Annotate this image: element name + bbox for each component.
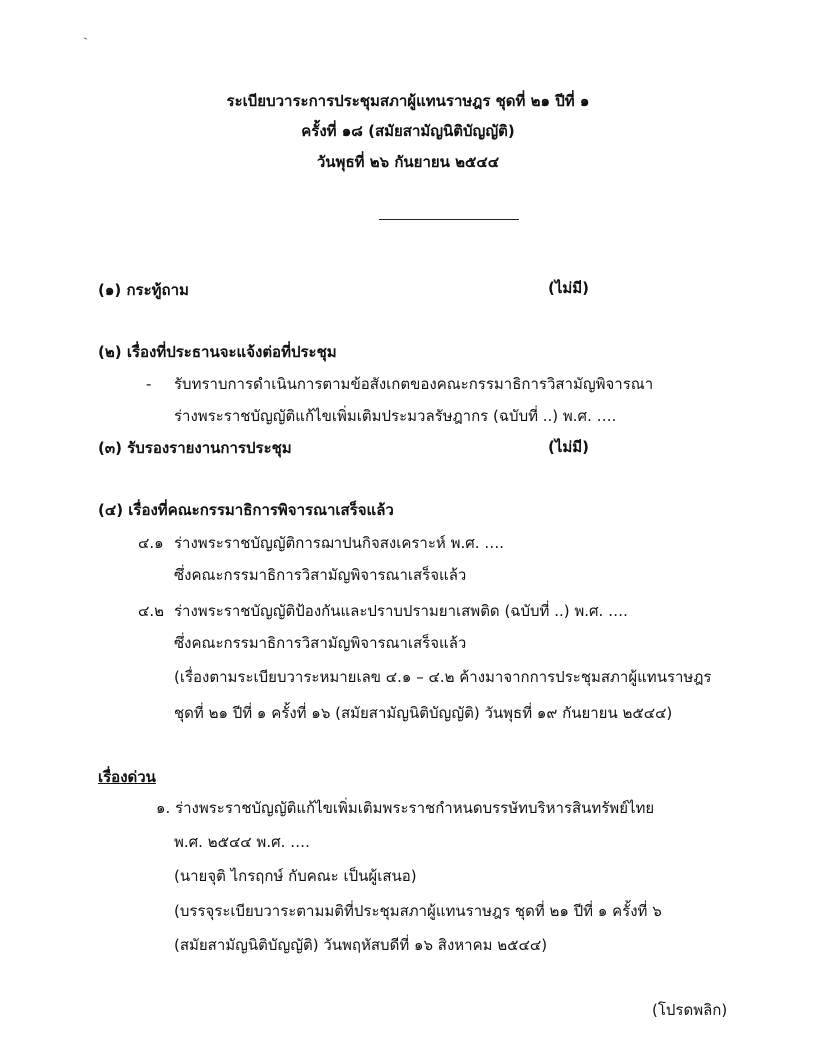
- section-1-heading: (๑) กระทู้ถาม: [98, 281, 189, 299]
- item-4-2-number: ๔.๒: [138, 602, 165, 620]
- urgent-item-1-line-2: พ.ศ. ๒๕๔๔ พ.ศ. ….: [174, 833, 310, 851]
- session-line: ครั้งที่ ๑๘ (สมัยสามัญนิติบัญญัติ): [301, 122, 515, 140]
- item-4-1-note: ซึ่งคณะกรรมาธิการวิสามัญพิจารณาเสร็จแล้ว: [174, 566, 467, 584]
- section-1-status: (ไม่มี): [548, 279, 590, 297]
- section-4-remark-line-1: (เรื่องตามระเบียบวาระหมายเลข ๔.๑ – ๔.๒ ค้างมาจากการประชุมสภาผู้แทนราษฎร: [174, 668, 712, 686]
- section-3-status: (ไม่มี): [548, 438, 590, 456]
- section-3-heading: (๓) รับรองรายงานการประชุม: [98, 439, 292, 457]
- scan-speck: [84, 37, 87, 39]
- section-4-heading: (๔) เรื่องที่คณะกรรมาธิการพิจารณาเสร็จแล้ว: [98, 501, 394, 519]
- urgent-item-1-proposer: (นายจุติ ไกรฤกษ์ กับคณะ เป็นผู้เสนอ): [174, 867, 417, 885]
- urgent-item-1-resolution-line-2: (สมัยสามัญนิติบัญญัติ) วันพฤหัสบดีที่ ๑๖ สิงหาคม ๒๕๔๔): [174, 936, 548, 954]
- section-2-line-2: ร่างพระราชบัญญัติแก้ไขเพิ่มเติมประมวลรัษฎากร (ฉบับที่ ..) พ.ศ. ….: [174, 407, 617, 425]
- section-2-bullet: -: [146, 375, 152, 393]
- item-4-2-note: ซึ่งคณะกรรมาธิการวิสามัญพิจารณาเสร็จแล้ว: [174, 634, 467, 652]
- agenda-title: ระเบียบวาระการประชุมสภาผู้แทนราษฎร ชุดที่ ๒๑ ปีที่ ๑: [226, 92, 590, 110]
- header-divider: [379, 219, 519, 220]
- turn-page-note: (โปรดพลิก): [652, 1001, 728, 1019]
- urgent-item-1-line-1: ๑. ร่างพระราชบัญญัติแก้ไขเพิ่มเติมพระราชกำหนดบรรษัทบริหารสินทรัพย์ไทย: [156, 799, 655, 817]
- section-4-remark-line-2: ชุดที่ ๒๑ ปีที่ ๑ ครั้งที่ ๑๖ (สมัยสามัญนิติบัญญัติ) วันพุธที่ ๑๙ กันยายน ๒๕๔๔): [174, 704, 673, 722]
- section-2-heading: (๒) เรื่องที่ประธานจะแจ้งต่อที่ประชุม: [98, 343, 337, 361]
- item-4-1-number: ๔.๑: [138, 534, 164, 552]
- section-2-line-1: รับทราบการดำเนินการตามข้อสังเกตของคณะกรรมาธิการวิสามัญพิจารณา: [174, 375, 654, 393]
- urgent-heading: เรื่องด่วน: [98, 768, 156, 786]
- item-4-1-title: ร่างพระราชบัญญัติการฌาปนกิจสงเคราะห์ พ.ศ. ….: [174, 534, 505, 552]
- item-4-2-title: ร่างพระราชบัญญัติป้องกันและปราบปรามยาเสพติด (ฉบับที่ ..) พ.ศ. ….: [174, 602, 628, 620]
- urgent-item-1-resolution-line-1: (บรรจุระเบียบวาระตามมติที่ประชุมสภาผู้แทนราษฎร ชุดที่ ๒๑ ปีที่ ๑ ครั้งที่ ๖: [174, 902, 662, 920]
- date-line: วันพุธที่ ๒๖ กันยายน ๒๕๔๔: [316, 153, 500, 171]
